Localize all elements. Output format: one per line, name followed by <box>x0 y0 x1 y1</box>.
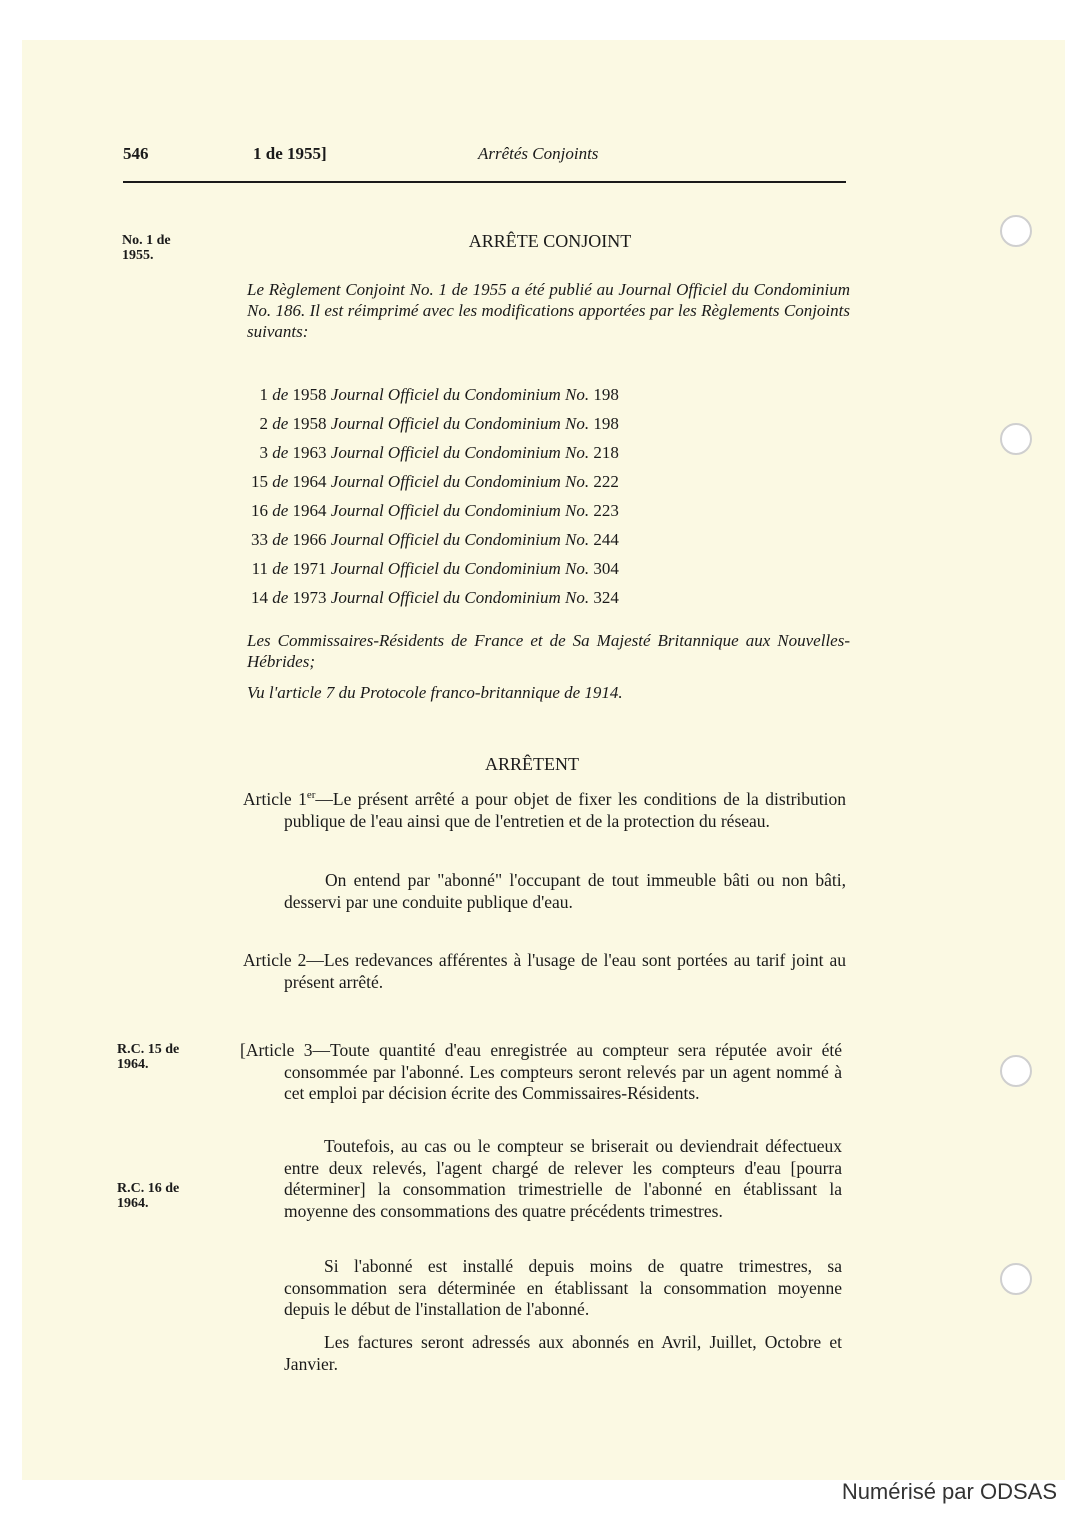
article-1 <box>243 789 846 832</box>
footer-digitized-by: Numérisé par ODSAS <box>841 1479 1057 1504</box>
reference-journal: Journal Officiel du Condominium No. <box>330 443 590 462</box>
reference-item <box>247 583 619 612</box>
article-3-paragraph-4: Les factures seront adressés aux abonnés en Avril, Juillet, Octobre et Janvier. <box>284 1332 842 1374</box>
reference-jo-number: 244 <box>593 530 619 549</box>
reference-year: 1971 <box>292 559 327 578</box>
page-number: 546 <box>123 144 149 163</box>
article-1-text: —Le présent arrêté a pour objet de fixer les conditions de la distribution publique de l'eau ainsi que de l'entretien et de la protection du réseau. <box>284 789 846 831</box>
preamble-commissaires: Les Commissaires-Résidents de France et de Sa Majesté Britannique aux Nouvelles-Hébrides; <box>247 631 850 671</box>
header-issue: 1 de 1955] <box>253 144 327 163</box>
reference-jo-number: 222 <box>593 472 619 491</box>
reference-journal: Journal Officiel du Condominium No. <box>330 588 590 607</box>
reference-number: 16 <box>251 501 268 520</box>
reference-number: 14 <box>251 588 268 607</box>
reference-number: 11 <box>251 559 268 578</box>
reference-item <box>247 438 619 467</box>
reference-jo-number: 324 <box>593 588 619 607</box>
reference-de: de <box>272 414 289 433</box>
reference-jo-number: 198 <box>593 414 619 433</box>
reference-jo-number: 223 <box>593 501 619 520</box>
reference-year: 1958 <box>292 414 327 433</box>
document-title: ARRÊTE CONJOINT <box>468 231 632 251</box>
reference-number: 15 <box>251 472 268 491</box>
article-3: [Article 3—Toute quantité d'eau enregistrée au compteur sera réputée avoir été consommée par l'abonné. Les compteurs seront relevés par un agent nommé à cet emploi par décision écrite des Commissaires-Résidents. <box>240 1040 842 1103</box>
reference-item <box>247 467 619 496</box>
reference-item <box>247 554 619 583</box>
reference-de: de <box>272 559 289 578</box>
reference-de: de <box>272 472 289 491</box>
reference-item <box>247 525 619 554</box>
article-3-paragraph-2: Toutefois, au cas ou le compteur se briserait ou deviendrait défectueux entre deux relevés, l'agent chargé de relever les compteurs d'eau [pourra déterminer] la consommation trimestrielle de l'abonné en établissant la moyenne des consommations des quatre précédents trimestres. <box>284 1136 842 1221</box>
reference-item <box>247 380 619 409</box>
punch-hole <box>1000 423 1032 455</box>
article-2: Article 2—Les redevances afférentes à l'usage de l'eau sont portées au tarif joint au présent arrêté. <box>243 950 846 992</box>
reference-number: 2 <box>259 414 268 433</box>
reference-de: de <box>272 501 289 520</box>
reference-jo-number: 218 <box>593 443 619 462</box>
reference-list <box>247 380 619 612</box>
reference-de: de <box>272 443 289 462</box>
reference-year: 1963 <box>292 443 327 462</box>
reference-number: 1 <box>259 385 268 404</box>
reference-journal: Journal Officiel du Condominium No. <box>330 472 590 491</box>
reference-year: 1958 <box>292 385 327 404</box>
preamble-vu: Vu l'article 7 du Protocole franco-britannique de 1914. <box>247 683 623 702</box>
reference-year: 1973 <box>292 588 327 607</box>
header-section: Arrêtés Conjoints <box>478 144 599 163</box>
reference-de: de <box>272 385 289 404</box>
punch-hole <box>1000 215 1032 247</box>
reference-year: 1966 <box>292 530 327 549</box>
margin-note-no: No. 1 de 1955. <box>122 233 171 263</box>
margin-note-rc16: R.C. 16 de 1964. <box>117 1181 180 1211</box>
reference-year: 1964 <box>292 501 327 520</box>
reference-item <box>247 496 619 525</box>
article-1-sup: er <box>306 789 316 802</box>
reference-number: 33 <box>251 530 268 549</box>
punch-hole <box>1000 1055 1032 1087</box>
reference-item <box>247 409 619 438</box>
header-rule <box>123 181 846 183</box>
reference-journal: Journal Officiel du Condominium No. <box>330 559 590 578</box>
reference-journal: Journal Officiel du Condominium No. <box>330 530 590 549</box>
reference-jo-number: 304 <box>593 559 619 578</box>
article-1-paragraph-2: On entend par "abonné" l'occupant de tout immeuble bâti ou non bâti, desservi par une conduite publique d'eau. <box>284 870 846 912</box>
reference-number: 3 <box>259 443 268 462</box>
reference-journal: Journal Officiel du Condominium No. <box>330 414 590 433</box>
reference-journal: Journal Officiel du Condominium No. <box>330 501 590 520</box>
reference-year: 1964 <box>292 472 327 491</box>
article-3-paragraph-3: Si l'abonné est installé depuis moins de quatre trimestres, sa consommation sera déterminée en établissant la consommation moyenne depuis le début de l'installation de l'abonné. <box>284 1256 842 1319</box>
arretent-heading: ARRÊTENT <box>485 754 579 774</box>
margin-note-rc15: R.C. 15 de 1964. <box>117 1042 180 1072</box>
reference-journal: Journal Officiel du Condominium No. <box>330 385 590 404</box>
reference-de: de <box>272 588 289 607</box>
article-1-label: Article 1 <box>243 789 307 809</box>
reference-jo-number: 198 <box>593 385 619 404</box>
reference-de: de <box>272 530 289 549</box>
intro-paragraph: Le Règlement Conjoint No. 1 de 1955 a été publié au Journal Officiel du Condominium No. 186. Il est réimprimé avec les modifications apportées par les Règlements Conjoints suivants: <box>247 280 850 341</box>
punch-hole <box>1000 1263 1032 1295</box>
